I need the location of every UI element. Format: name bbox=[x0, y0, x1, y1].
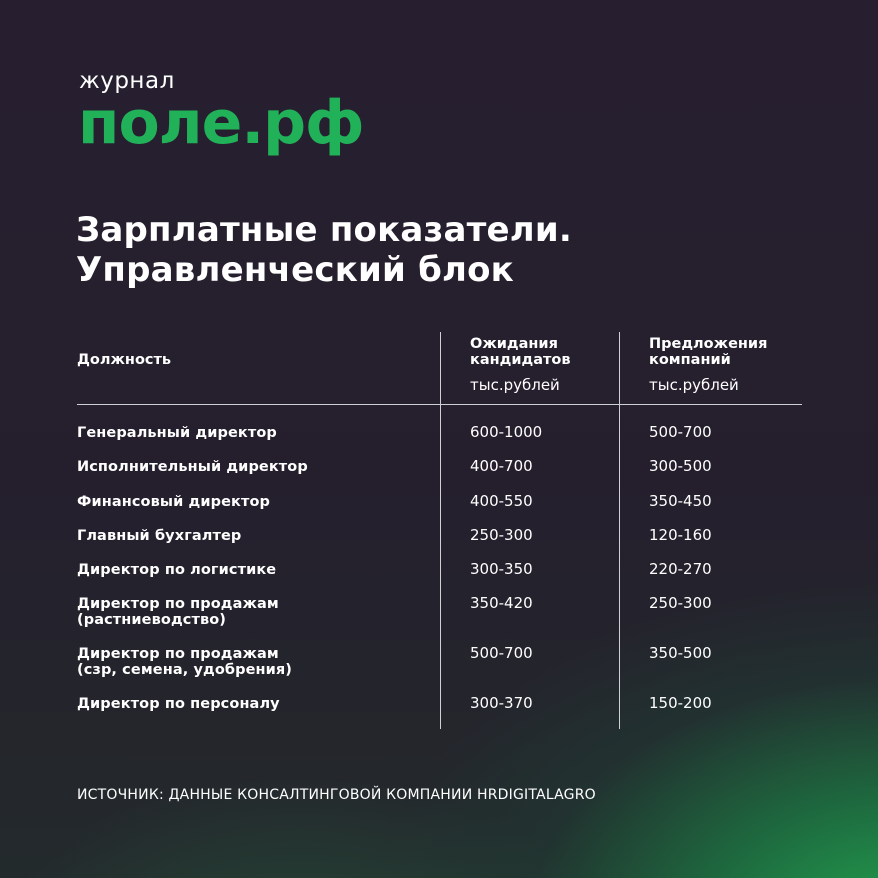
row-8-offer: 150-200 bbox=[649, 694, 712, 712]
row-5-position: Директор по логистике bbox=[77, 562, 277, 578]
row-6-position-line-2: (растниеводство) bbox=[77, 612, 227, 628]
page-title bbox=[76, 210, 572, 290]
header-expect-line-2: кандидатов bbox=[470, 352, 571, 368]
row-6-offer: 250-300 bbox=[649, 594, 712, 612]
row-2-expect: 400-700 bbox=[470, 457, 533, 475]
row-4-position: Главный бухгалтер bbox=[77, 528, 242, 544]
row-7-position-line-2: (сзр, семена, удобрения) bbox=[77, 662, 293, 678]
row-7-offer: 350-500 bbox=[649, 644, 712, 662]
row-8-position: Директор по персоналу bbox=[77, 696, 280, 712]
row-3-position: Финансовый директор bbox=[77, 494, 270, 510]
logo bbox=[78, 68, 364, 158]
row-5-offer: 220-270 bbox=[649, 560, 712, 578]
row-4-offer: 120-160 bbox=[649, 526, 712, 544]
unit-expect: тыс.рублей bbox=[470, 376, 560, 394]
header-expect bbox=[470, 336, 571, 368]
row-1-offer: 500-700 bbox=[649, 423, 712, 441]
title-line-1: Зарплатные показатели. bbox=[76, 210, 572, 250]
column-divider-2 bbox=[619, 332, 620, 729]
row-6-position bbox=[77, 596, 279, 628]
row-2-position: Исполнительный директор bbox=[77, 459, 308, 475]
row-1-expect: 600-1000 bbox=[470, 423, 543, 441]
row-3-offer: 350-450 bbox=[649, 492, 712, 510]
logo-small-text: журнал bbox=[79, 68, 175, 94]
row-7-expect: 500-700 bbox=[470, 644, 533, 662]
row-7-position bbox=[77, 646, 292, 678]
logo-brand-text: поле.рф bbox=[78, 88, 364, 158]
header-offer bbox=[649, 336, 767, 368]
header-expect-line-1: Ожидания bbox=[470, 336, 558, 352]
row-2-offer: 300-500 bbox=[649, 457, 712, 475]
row-5-expect: 300-350 bbox=[470, 560, 533, 578]
column-divider-1 bbox=[440, 332, 441, 729]
source-note: ИСТОЧНИК: ДАННЫЕ КОНСАЛТИНГОВОЙ КОМПАНИИ HRDIGITALAGRO bbox=[77, 787, 596, 803]
row-4-expect: 250-300 bbox=[470, 526, 533, 544]
row-3-expect: 400-550 bbox=[470, 492, 533, 510]
row-6-position-line-1: Директор по продажам bbox=[77, 596, 279, 612]
row-6-expect: 350-420 bbox=[470, 594, 533, 612]
row-1-position: Генеральный директор bbox=[77, 425, 277, 441]
unit-offer: тыс.рублей bbox=[649, 376, 739, 394]
row-7-position-line-1: Директор по продажам bbox=[77, 646, 279, 662]
title-line-2: Управленческий блок bbox=[76, 250, 514, 290]
header-position: Должность bbox=[77, 352, 172, 368]
header-offer-line-2: компаний bbox=[649, 352, 731, 368]
row-8-expect: 300-370 bbox=[470, 694, 533, 712]
header-divider bbox=[77, 404, 802, 405]
header-offer-line-1: Предложения bbox=[649, 336, 768, 352]
